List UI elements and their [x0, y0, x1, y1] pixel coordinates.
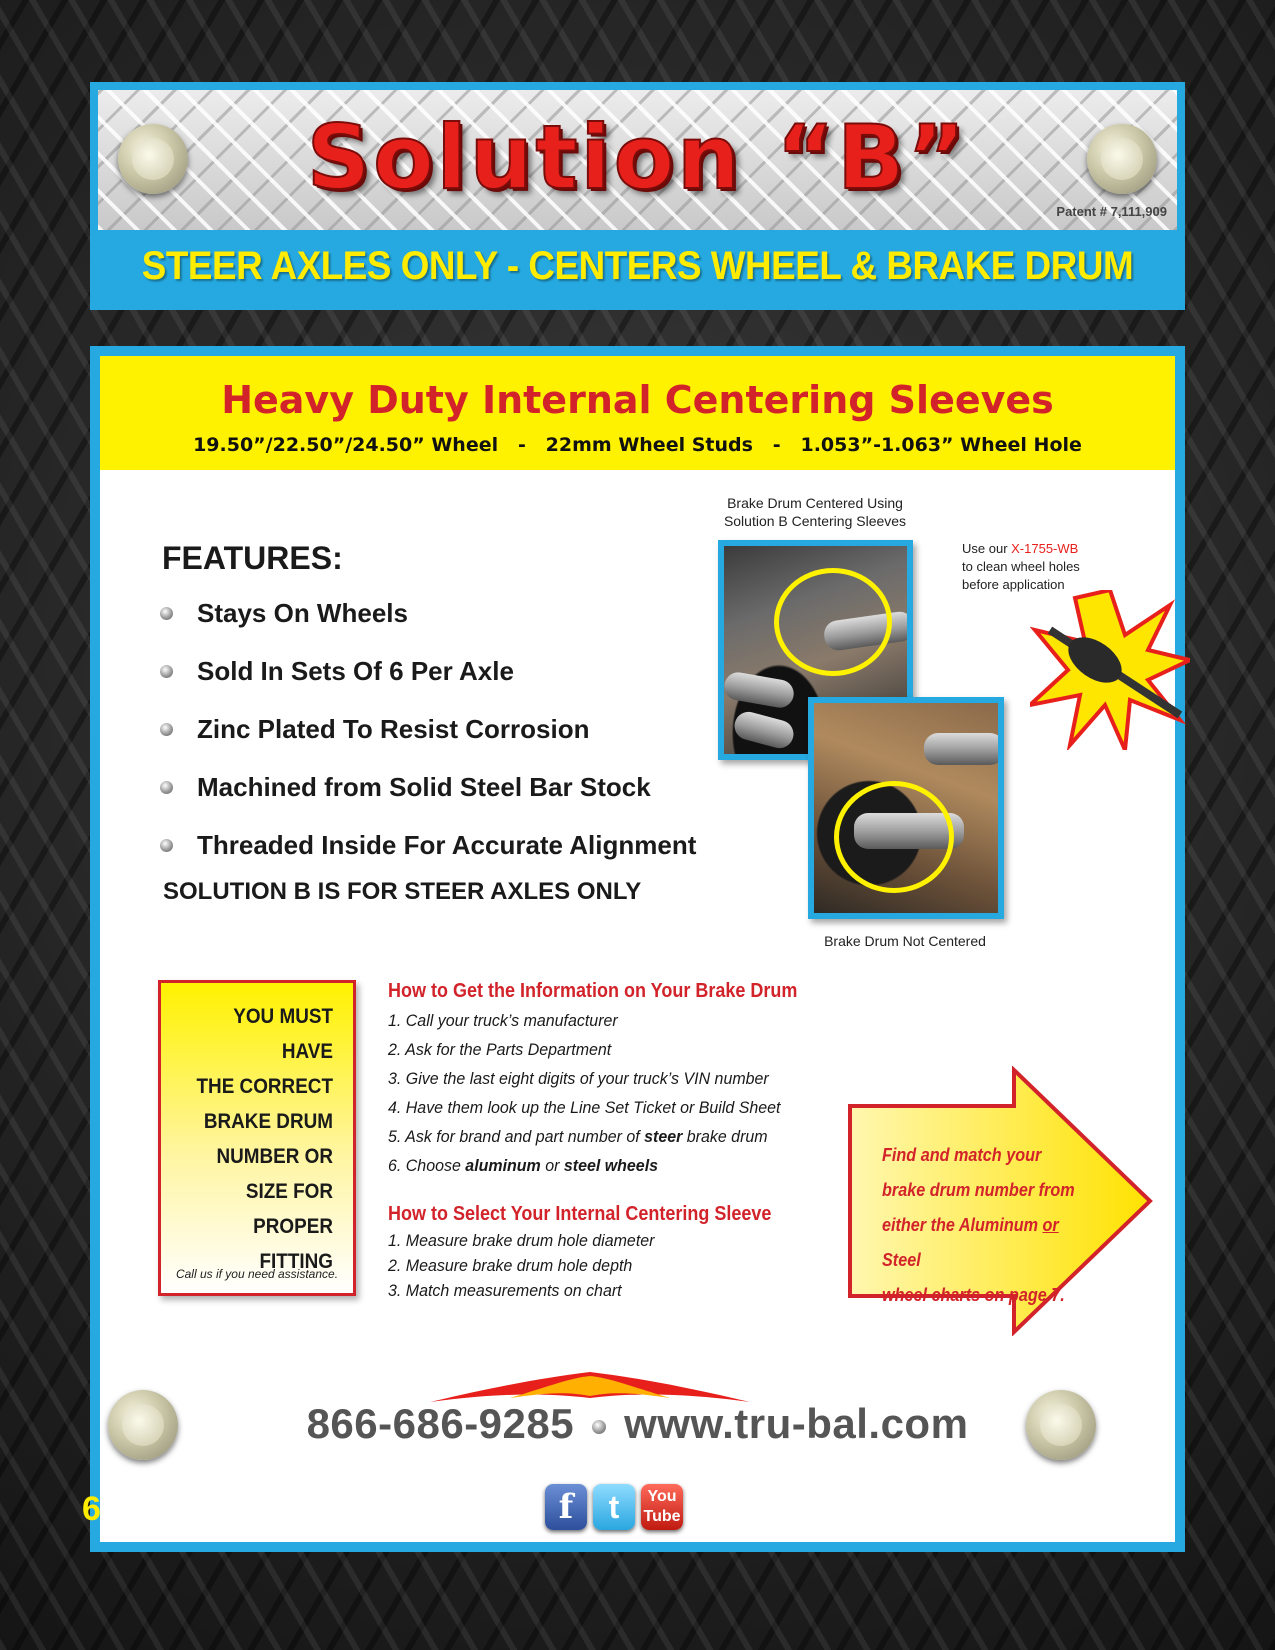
brake-info-steps: [388, 1006, 780, 1180]
bullet-icon: [160, 665, 173, 678]
part-number: X-1755-WB: [1011, 541, 1079, 556]
list-item: 3. Match measurements on chart: [388, 1281, 622, 1300]
diamond-plate: [98, 90, 1177, 230]
list-item: Sold In Sets Of 6 Per Axle: [160, 642, 696, 700]
bullet-icon: [592, 1420, 606, 1434]
product-header: [100, 356, 1175, 470]
list-item: 2. Ask for the Parts Department: [388, 1040, 612, 1059]
page-title: Solution “B”: [306, 106, 969, 209]
bullet-icon: [160, 607, 173, 620]
bullet-icon: [160, 781, 173, 794]
header-banner: [90, 82, 1185, 310]
facebook-icon[interactable]: f: [545, 1484, 587, 1530]
list-item: 1. Call your truck’s manufacturer: [388, 1011, 618, 1030]
website-link[interactable]: www.tru-bal.com: [624, 1400, 969, 1447]
highlight-circle: [834, 781, 954, 893]
contact-line: [0, 1400, 1275, 1448]
photo-not-centered: [808, 697, 1004, 919]
select-sleeve-heading: How to Select Your Internal Centering Sleeve: [388, 1203, 772, 1225]
list-item: 6. Choose aluminum or steel wheels: [388, 1156, 659, 1175]
list-item: Machined from Solid Steel Bar Stock: [160, 758, 696, 816]
list-item: 5. Ask for brand and part number of steer brake drum: [388, 1127, 768, 1146]
patent-number: Patent # 7,111,909: [1056, 204, 1167, 219]
brake-info-heading: How to Get the Information on Your Brake Drum: [388, 980, 798, 1002]
features-list: [160, 584, 696, 874]
youtube-icon[interactable]: You Tube: [641, 1484, 683, 1530]
list-item: Stays On Wheels: [160, 584, 696, 642]
product-specs: 19.50”/22.50”/24.50” Wheel - 22mm Wheel Studs - 1.053”-1.063” Wheel Hole: [193, 434, 1082, 456]
call-assistance-note: Call us if you need assistance.: [175, 1267, 339, 1281]
header-subtitle: STEER AXLES ONLY - CENTERS WHEEL & BRAKE DRUM: [141, 244, 1134, 288]
twitter-icon[interactable]: t: [593, 1484, 635, 1530]
steer-only-note: SOLUTION B IS FOR STEER AXLES ONLY: [163, 878, 642, 905]
product-title: Heavy Duty Internal Centering Sleeves: [221, 378, 1054, 422]
list-item: Zinc Plated To Resist Corrosion: [160, 700, 696, 758]
must-have-text: YOU MUST HAVE THE CORRECT BRAKE DRUM NUMBER OR SIZE FOR PROPER FITTING: [196, 1005, 333, 1273]
list-item: 4. Have them look up the Line Set Ticket or Build Sheet: [388, 1098, 781, 1117]
photo-caption-not-centered: Brake Drum Not Centered: [824, 933, 986, 949]
select-sleeve-steps: [388, 1228, 654, 1303]
highlight-circle: [774, 568, 892, 676]
bullet-icon: [160, 723, 173, 736]
features-heading: FEATURES:: [162, 540, 343, 576]
must-have-box: [158, 980, 356, 1296]
phone-number[interactable]: 866-686-9285: [306, 1400, 575, 1447]
list-item: 2. Measure brake drum hole depth: [388, 1256, 633, 1275]
wheel-brush-note: Use our X-1755-WB to clean wheel holes before application: [962, 541, 1080, 592]
arrow-callout-text: Find and match your brake drum number from either the Aluminum or Steel wheel charts on page 7.: [882, 1145, 1075, 1305]
list-item: 3. Give the last eight digits of your truck’s VIN number: [388, 1069, 769, 1088]
list-item: Threaded Inside For Accurate Alignment: [160, 816, 696, 874]
page-number: 6: [82, 1490, 101, 1528]
photo-caption-centered: Brake Drum Centered Using Solution B Centering Sleeves: [723, 495, 907, 529]
main-panel-inner: [100, 356, 1175, 1542]
list-item: 1. Measure brake drum hole diameter: [388, 1231, 655, 1250]
starburst-brush-icon: [1030, 590, 1190, 750]
bullet-icon: [160, 839, 173, 852]
